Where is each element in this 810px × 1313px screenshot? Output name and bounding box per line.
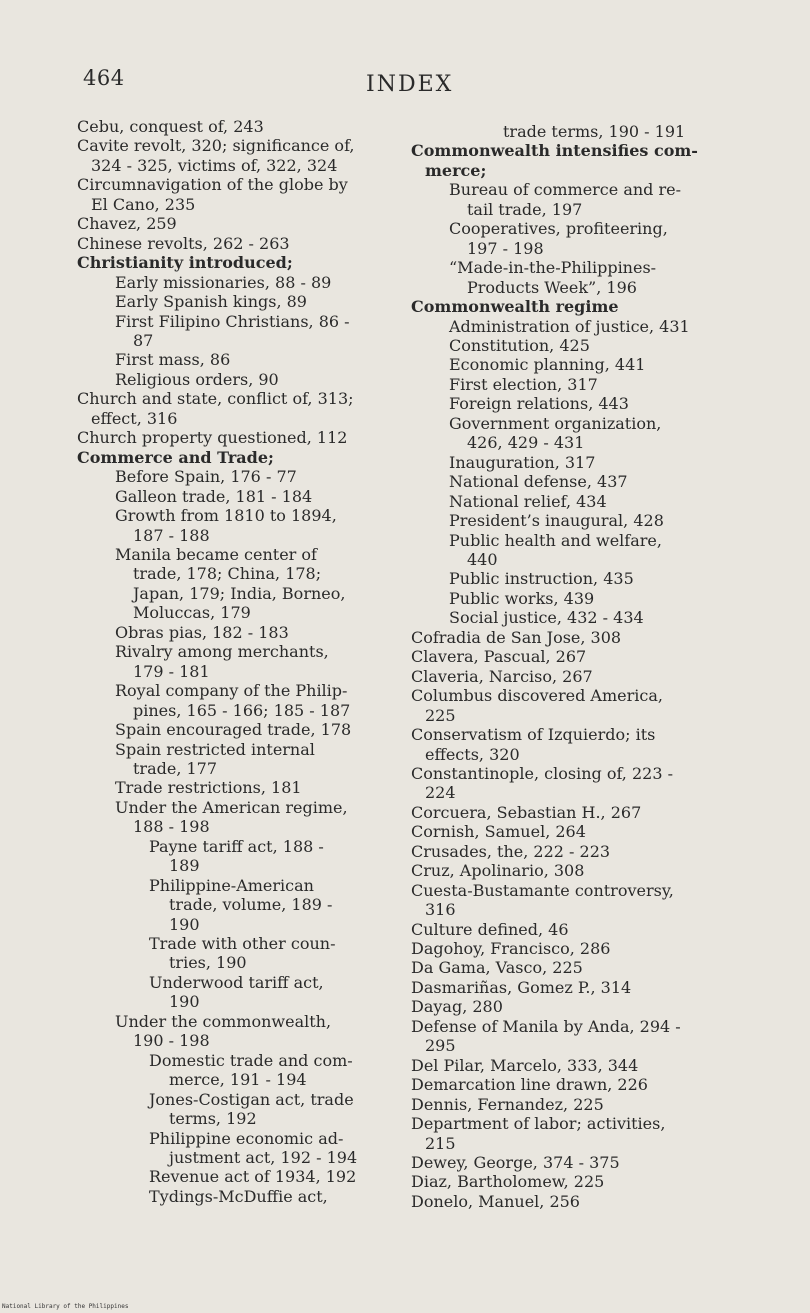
index-entry-line: First mass, 86 bbox=[115, 350, 231, 370]
index-entry-line: Galleon trade, 181 - 184 bbox=[115, 486, 313, 506]
index-entry-line: Philippine-American bbox=[149, 875, 314, 895]
index-entry-line: Constitution, 425 bbox=[449, 335, 590, 355]
index-entry-line: terms, 192 bbox=[169, 1109, 257, 1129]
index-entry-line: 224 bbox=[425, 783, 456, 803]
index-entry-line: Royal company of the Philip- bbox=[115, 681, 348, 701]
index-entry-line: Constantinople, closing of, 223 - bbox=[411, 763, 674, 783]
page-title: INDEX bbox=[366, 72, 454, 97]
index-entry-line: 324 - 325, victims of, 322, 324 bbox=[91, 155, 338, 175]
index-entry-line: Dasmariñas, Gomez P., 314 bbox=[411, 977, 632, 997]
index-entry-line: National defense, 437 bbox=[449, 472, 628, 492]
index-entry-line: Department of labor; activities, bbox=[411, 1114, 666, 1134]
index-entry-line: Tydings-McDuffie act, bbox=[149, 1186, 328, 1206]
index-entry-line: Chinese revolts, 262 - 263 bbox=[77, 233, 290, 253]
index-entry-line: Government organization, bbox=[449, 413, 662, 433]
index-entry-line: Crusades, the, 222 - 223 bbox=[411, 841, 611, 861]
index-entry-line: Claveria, Narciso, 267 bbox=[411, 666, 593, 686]
index-entry-line: Obras pias, 182 - 183 bbox=[115, 622, 289, 642]
index-entry-line: effect, 316 bbox=[91, 408, 178, 428]
index-entry-line: 440 bbox=[467, 549, 498, 569]
index-entry-line: Domestic trade and com- bbox=[149, 1050, 353, 1070]
index-entry-line: First election, 317 bbox=[449, 374, 598, 394]
index-entry-line: El Cano, 235 bbox=[91, 194, 196, 214]
index-entry-line: Under the commonwealth, bbox=[115, 1011, 332, 1031]
index-entry-line: justment act, 192 - 194 bbox=[169, 1148, 358, 1168]
index-entry-line: 179 - 181 bbox=[133, 661, 210, 681]
index-entry-line: Del Pilar, Marcelo, 333, 344 bbox=[411, 1055, 639, 1075]
index-entry-line: Corcuera, Sebastian H., 267 bbox=[411, 802, 642, 822]
index-entry-line: 295 bbox=[425, 1036, 456, 1056]
index-entry-line: Church property questioned, 112 bbox=[77, 428, 348, 448]
index-entry-line: 187 - 188 bbox=[133, 525, 210, 545]
index-column-right bbox=[411, 117, 741, 1211]
index-entry-line: Cavite revolt, 320; significance of, bbox=[77, 136, 355, 156]
index-entry-line: Cruz, Apolinario, 308 bbox=[411, 861, 585, 881]
index-entry-line: 316 bbox=[425, 900, 456, 920]
index-entry-line: merce; bbox=[425, 160, 487, 180]
index-entry-line: Cooperatives, profiteering, bbox=[449, 219, 668, 239]
index-entry-line: 188 - 198 bbox=[133, 817, 210, 837]
index-entry-line: Dewey, George, 374 - 375 bbox=[411, 1153, 620, 1173]
index-entry-line: tries, 190 bbox=[169, 953, 247, 973]
index-entry-line: Demarcation line drawn, 226 bbox=[411, 1075, 648, 1095]
index-entry-line: Defense of Manila by Anda, 294 - bbox=[411, 1016, 681, 1036]
index-entry-line: Trade with other coun- bbox=[149, 934, 336, 954]
index-entry-line: 215 bbox=[425, 1133, 456, 1153]
index-entry-line: Before Spain, 176 - 77 bbox=[115, 467, 297, 487]
index-entry-line: Clavera, Pascual, 267 bbox=[411, 647, 587, 667]
index-entry-line: Dayag, 280 bbox=[411, 997, 503, 1017]
index-entry-line: tail trade, 197 bbox=[467, 199, 583, 219]
index-entry-line: Columbus discovered America, bbox=[411, 686, 663, 706]
index-entry-line: trade, volume, 189 - bbox=[169, 895, 333, 915]
index-entry-line: trade terms, 190 - 191 bbox=[503, 122, 686, 141]
index-entry-line: Cofradia de San Jose, 308 bbox=[411, 627, 622, 647]
index-entry-line: effects, 320 bbox=[425, 744, 520, 764]
left-entries bbox=[77, 117, 399, 1206]
index-entry-line: 87 bbox=[133, 330, 154, 350]
index-entry-line: Foreign relations, 443 bbox=[449, 394, 629, 414]
index-entry-line: Jones-Costigan act, trade bbox=[149, 1089, 354, 1109]
index-entry-line: Cebu, conquest of, 243 bbox=[77, 117, 264, 136]
index-entry-line: Cuesta-Bustamante controversy, bbox=[411, 880, 674, 900]
index-entry-line: Religious orders, 90 bbox=[115, 369, 279, 389]
index-entry-line: pines, 165 - 166; 185 - 187 bbox=[133, 700, 351, 720]
index-entry-line: trade, 177 bbox=[133, 758, 218, 778]
index-entry-line: Commonwealth intensifies com- bbox=[411, 141, 698, 161]
index-entry-line: Early missionaries, 88 - 89 bbox=[115, 272, 332, 292]
index-entry-line: merce, 191 - 194 bbox=[169, 1070, 307, 1090]
index-entry-line: Donelo, Manuel, 256 bbox=[411, 1191, 580, 1211]
index-entry-line: Public health and welfare, bbox=[449, 530, 662, 550]
index-entry-line: Bureau of commerce and re- bbox=[449, 180, 682, 200]
index-entry-line: Trade restrictions, 181 bbox=[115, 778, 302, 798]
index-entry-line: Culture defined, 46 bbox=[411, 919, 569, 939]
index-entry-line: 190 bbox=[169, 914, 200, 934]
index-entry-line: Spain encouraged trade, 178 bbox=[115, 720, 352, 740]
index-entry-line: Dennis, Fernandez, 225 bbox=[411, 1094, 604, 1114]
index-entry-line: Cornish, Samuel, 264 bbox=[411, 822, 586, 842]
index-entry-line: trade, 178; China, 178; bbox=[133, 564, 322, 584]
index-entry-line: 197 - 198 bbox=[467, 238, 544, 258]
index-entry-line: 190 - 198 bbox=[133, 1031, 210, 1051]
index-entry-line: Conservatism of Izquierdo; its bbox=[411, 725, 656, 745]
index-entry-line: Manila became center of bbox=[115, 544, 317, 564]
index-entry-line: Commerce and Trade; bbox=[77, 447, 274, 467]
index-entry-line: Administration of justice, 431 bbox=[449, 316, 690, 336]
index-entry-line: Rivalry among merchants, bbox=[115, 642, 329, 662]
index-entry-line: First Filipino Christians, 86 - bbox=[115, 311, 350, 331]
index-entry-line: 225 bbox=[425, 705, 456, 725]
index-entry-line: Early Spanish kings, 89 bbox=[115, 292, 307, 312]
index-entry-line: Dagohoy, Francisco, 286 bbox=[411, 939, 611, 959]
index-entry-line: President’s inaugural, 428 bbox=[449, 511, 664, 531]
index-entry-line: Chavez, 259 bbox=[77, 214, 177, 234]
index-entry-line: 190 bbox=[169, 992, 200, 1012]
index-entry-line: Commonwealth regime bbox=[411, 297, 619, 317]
index-entry-line: Diaz, Bartholomew, 225 bbox=[411, 1172, 605, 1192]
index-entry-line: 189 bbox=[169, 856, 200, 876]
index-entry-line: Public works, 439 bbox=[449, 588, 595, 608]
index-entry-line: National relief, 434 bbox=[449, 491, 607, 511]
index-entry-line: 426, 429 - 431 bbox=[467, 433, 585, 453]
index-entry-line: Christianity introduced; bbox=[77, 253, 293, 273]
index-entry-line: Da Gama, Vasco, 225 bbox=[411, 958, 583, 978]
index-entry-line: Moluccas, 179 bbox=[133, 603, 251, 623]
index-entry-line: Payne tariff act, 188 - bbox=[149, 836, 324, 856]
index-entry-line: Inauguration, 317 bbox=[449, 452, 596, 472]
index-entry-line: Growth from 1810 to 1894, bbox=[115, 506, 337, 526]
right-entries bbox=[411, 122, 741, 1211]
index-entry-line: “Made-in-the-Philippines- bbox=[449, 258, 657, 278]
index-entry-line: Underwood tariff act, bbox=[149, 972, 324, 992]
index-entry-line: Circumnavigation of the globe by bbox=[77, 175, 348, 195]
index-entry-line: Revenue act of 1934, 192 bbox=[149, 1167, 357, 1187]
index-entry-line: Philippine economic ad- bbox=[149, 1128, 344, 1148]
index-entry-line: Products Week”, 196 bbox=[467, 277, 637, 297]
index-entry-line: Economic planning, 441 bbox=[449, 355, 646, 375]
index-entry-line: Church and state, conflict of, 313; bbox=[77, 389, 354, 409]
library-footer: National Library of the Philippines bbox=[2, 1303, 129, 1310]
index-entry-line: Japan, 179; India, Borneo, bbox=[133, 583, 346, 603]
index-entry-line: Under the American regime, bbox=[115, 797, 348, 817]
index-entry-line: Public instruction, 435 bbox=[449, 569, 634, 589]
index-entry-line: Spain restricted internal bbox=[115, 739, 315, 759]
index-entry-line: Social justice, 432 - 434 bbox=[449, 608, 644, 628]
index-column-left bbox=[77, 117, 399, 1206]
page-number: 464 bbox=[83, 66, 125, 90]
